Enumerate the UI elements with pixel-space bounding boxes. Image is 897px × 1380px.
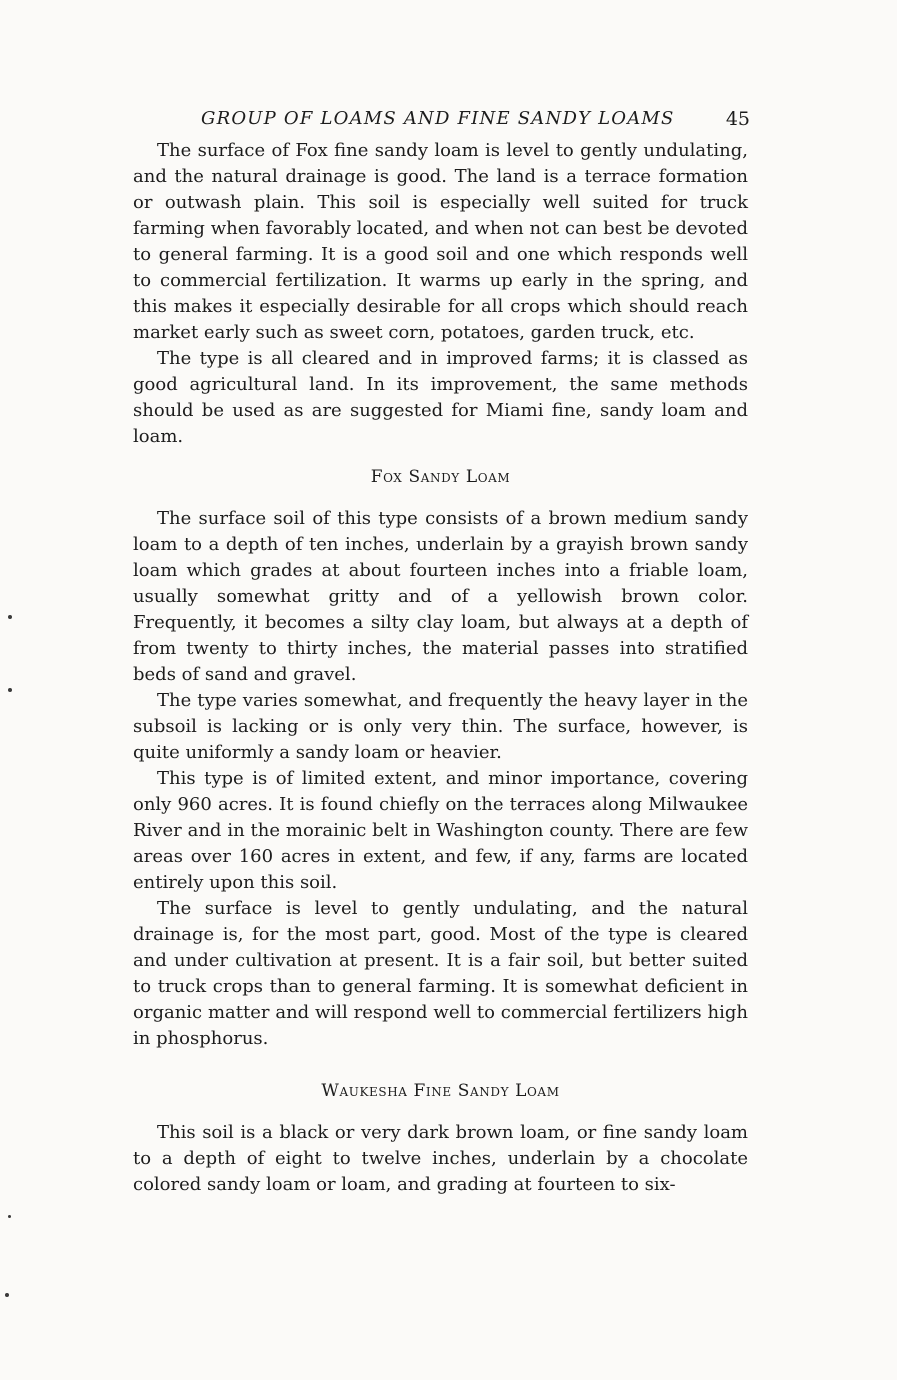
- intro-text: [133, 138, 748, 450]
- scan-speck: [8, 688, 12, 692]
- running-head-title: GROUP OF LOAMS AND FINE SANDY LOAMS: [201, 108, 675, 129]
- scan-speck: [5, 1293, 9, 1297]
- scan-speck: [8, 615, 12, 619]
- paragraph: The surface of Fox fine sandy loam is level to gently undulating, and the natural drainage is good. The land is a terrace formation or outwash plain. This soil is especially well suited for truck farming when favorably located, and when not can best be devoted to general farming. It is a good soil and one which responds well to commercial fertilization. It warms up early in the spring, and this makes it especially desirable for all crops which should reach market early such as sweet corn, potatoes, garden truck, etc.: [133, 140, 748, 343]
- paragraph: The type is all cleared and in improved farms; it is classed as good agricultural land. In its improvement, the same methods should be used as are suggested for Miami fine, sandy loam and loam.: [133, 348, 748, 447]
- paragraph: The surface soil of this type consists of a brown medium sandy loam to a depth of ten inches, underlain by a grayish brown sandy loam which grades at about fourteen inches into a friable loam, usually somewhat gritty and of a yellowish brown color. Frequently, it becomes a silty clay loam, but always at a depth of from twenty to thirty inches, the material passes into stratified beds of sand and gravel.: [133, 508, 748, 685]
- section-heading-waukesha-fine-sandy-loam: Waukesha Fine Sandy Loam: [321, 1081, 560, 1101]
- paragraph: This soil is a black or very dark brown loam, or fine sandy loam to a depth of eight to twelve inches, underlain by a chocolate colored sandy loam or loam, and grading at fourteen to six-: [133, 1122, 748, 1195]
- paragraph: The surface is level to gently undulating, and the natural drainage is, for the most part, good. Most of the type is cleared and under cultivation at present. It is a fair soil, but better suited to truck crops than to general farming. It is somewhat deficient in organic matter and will respond well to commercial fertilizers high in phosphorus.: [133, 898, 748, 1049]
- paragraph: This type is of limited extent, and minor importance, covering only 960 acres. It is found chiefly on the terraces along Milwaukee River and in the morainic belt in Washington county. There are few areas over 160 acres in extent, and few, if any, farms are located entirely upon this soil.: [133, 768, 748, 893]
- page-number: 45: [725, 108, 750, 130]
- section-waukesha-fine-sandy-loam: [133, 1120, 748, 1198]
- section-fox-sandy-loam: [133, 506, 748, 1052]
- paragraph: The type varies somewhat, and frequently the heavy layer in the subsoil is lacking or is only very thin. The surface, however, is quite uniformly a sandy loam or heavier.: [133, 690, 748, 763]
- section-heading-fox-sandy-loam: Fox Sandy Loam: [370, 467, 511, 487]
- scan-speck: [8, 1215, 11, 1218]
- running-head: [133, 102, 748, 138]
- book-page: [133, 102, 748, 1198]
